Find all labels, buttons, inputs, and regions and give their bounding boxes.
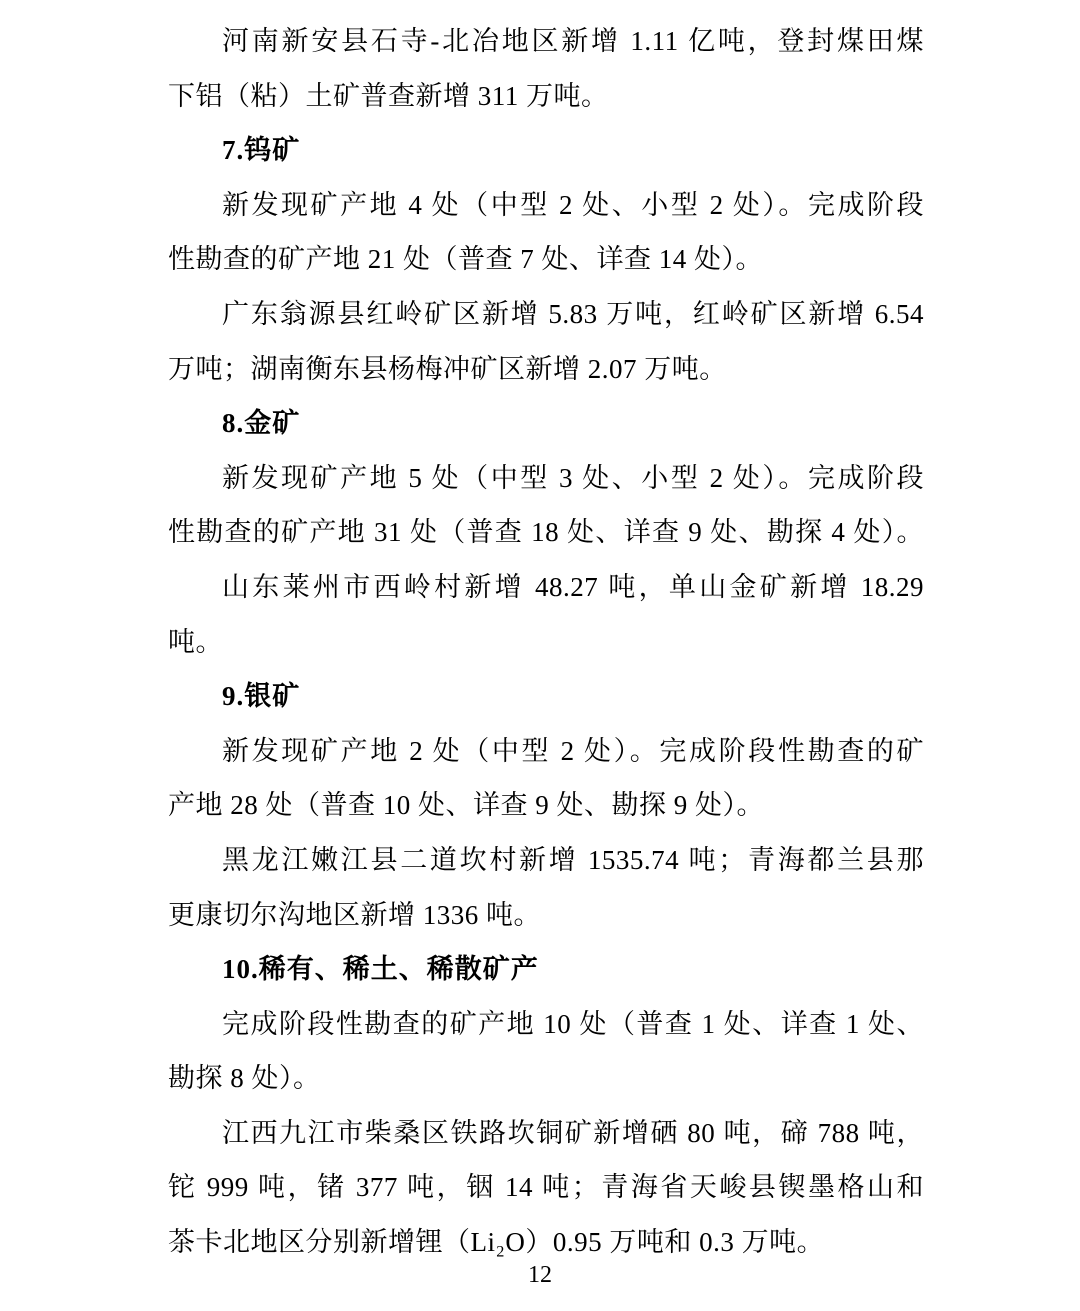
text-line: 黑龙江嫩江县二道坎村新增 1535.74 吨；青海都兰县那 <box>222 844 924 875</box>
text-line: 铊 999 吨，锗 377 吨，铟 14 吨；青海省天峻县锲墨格山和 <box>168 1172 924 1203</box>
text-line: 完成阶段性勘查的矿产地 10 处（普查 1 处、详查 1 处、 <box>222 1008 924 1039</box>
text-line: 下铝（粘）土矿普查新增 311 万吨。 <box>168 80 609 111</box>
section-heading-gold-ore: 8.金矿 <box>222 408 301 439</box>
text-line: 新发现矿产地 5 处（中型 3 处、小型 2 处）。完成阶段 <box>222 462 924 493</box>
text-line: 性勘查的矿产地 21 处（普查 7 处、详查 14 处）。 <box>168 244 763 275</box>
text-line: 性勘查的矿产地 31 处（普查 18 处、详查 9 处、勘探 4 处）。 <box>168 517 924 548</box>
text-line: 广东翁源县红岭矿区新增 5.83 万吨，红岭矿区新增 6.54 <box>222 298 924 329</box>
section-heading-tungsten-ore: 7.钨矿 <box>222 135 301 166</box>
text-line: 新发现矿产地 4 处（中型 2 处、小型 2 处）。完成阶段 <box>222 189 924 220</box>
text-line: 勘探 8 处）。 <box>168 1063 321 1094</box>
section-heading-silver-ore: 9.银矿 <box>222 681 301 712</box>
text-line: 万吨；湖南衡东县杨梅冲矿区新增 2.07 万吨。 <box>168 353 727 384</box>
document-body <box>168 14 924 1270</box>
text-line: 更康切尔沟地区新增 1336 吨。 <box>168 899 541 930</box>
section-heading-rare-minerals: 10.稀有、稀土、稀散矿产 <box>222 954 539 985</box>
text-line: 江西九江市柴桑区铁路坎铜矿新增硒 80 吨，碲 788 吨， <box>222 1117 924 1148</box>
text-line: 山东莱州市西岭村新增 48.27 吨，单山金矿新增 18.29 <box>222 571 924 602</box>
text-line: 吨。 <box>168 626 223 657</box>
text-line: 产地 28 处（普查 10 处、详查 9 处、勘探 9 处）。 <box>168 790 764 821</box>
text-line: 新发现矿产地 2 处（中型 2 处）。完成阶段性勘查的矿 <box>222 735 924 766</box>
text-line: 茶卡北地区分别新增锂（Li₂O）0.95 万吨和 0.3 万吨。 <box>168 1227 825 1258</box>
text-line: 河南新安县石寺-北冶地区新增 1.11 亿吨，登封煤田煤 <box>222 26 924 56</box>
page-number: 12 <box>528 1262 552 1288</box>
